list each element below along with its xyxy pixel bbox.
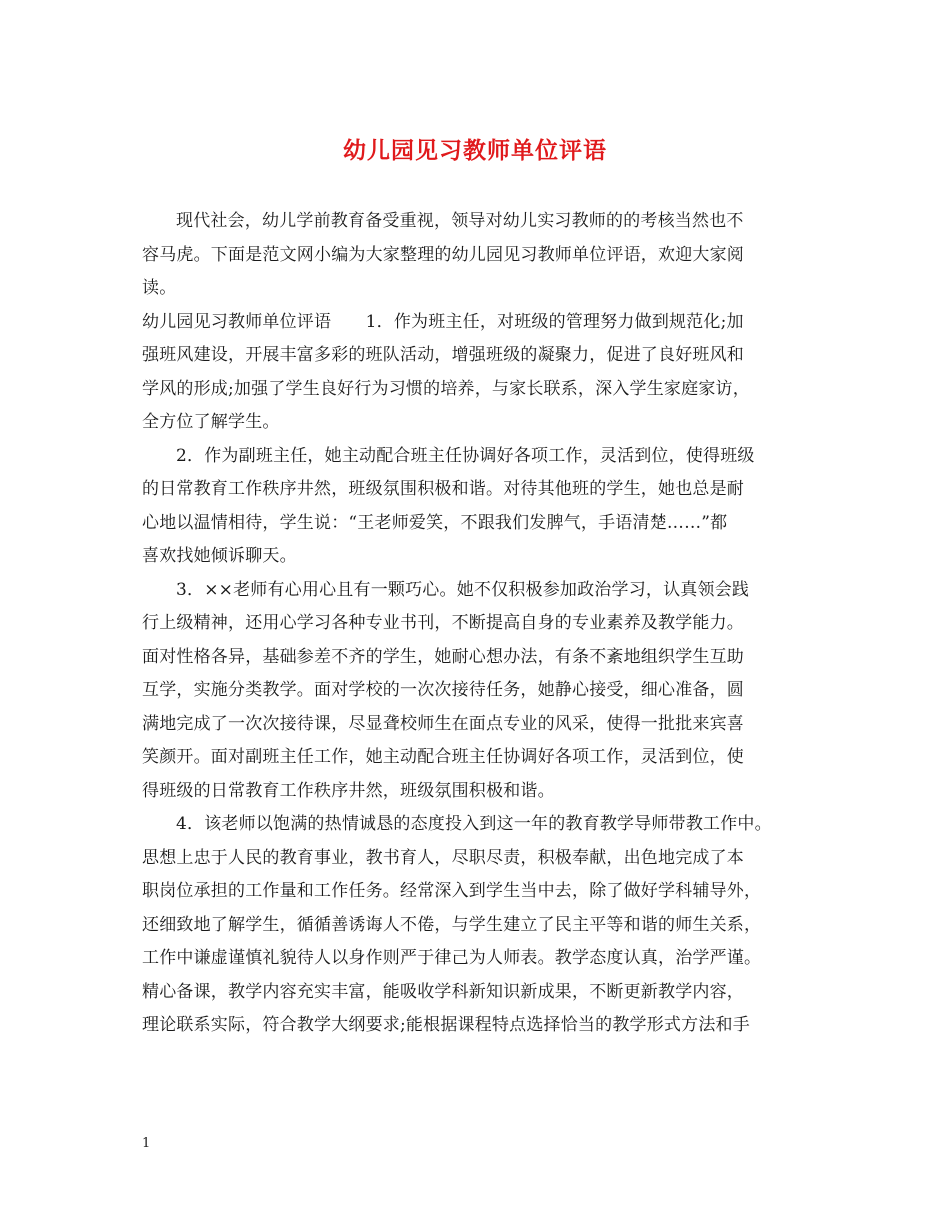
document-body (142, 205, 817, 1043)
text-line: 互学，实施分类教学。面对学校的一次次接待任务，她静心接受，细心准备，圆 (142, 680, 744, 700)
text-line: 满地完成了一次次接待课，尽显聋校师生在面点专业的风采，使得一批批来宾喜 (142, 713, 744, 734)
text-line: 还细致地了解学生，循循善诱诲人不倦，与学生建立了民主平等和谐的师生关系， (142, 914, 762, 935)
text-line: 3．××老师有心用心且有一颗巧心。她不仅积极参加政治学习，认真领会践 (176, 579, 750, 600)
text-line: 笑颜开。面对副班主任工作，她主动配合班主任协调好各项工作，灵活到位，使 (142, 747, 744, 767)
text-line: 学风的形成;加强了学生良好行为习惯的培养，与家长联系，深入学生家庭家访， (142, 378, 750, 399)
text-line: 工作中谦虚谨慎礼貌待人以身作则严于律己为人师表。教学态度认真，治学严谨。 (142, 948, 762, 968)
text-line: 容马虎。下面是范文网小编为大家整理的幼儿园见习教师单位评语，欢迎大家阅 (142, 244, 744, 265)
text-line: 职岗位承担的工作量和工作任务。经常深入到学生当中去，除了做好学科辅导外， (142, 881, 762, 901)
text-line: 理论联系实际，符合教学大纲要求;能根据课程特点选择恰当的教学形式方法和手 (142, 1015, 750, 1035)
text-line: 现代社会，幼儿学前教育备受重视，领导对幼儿实习教师的的考核当然也不 (176, 211, 744, 231)
text-line: 得班级的日常教育工作秩序井然，班级氛围积极和谐。 (142, 780, 555, 801)
text-line: 全方位了解学生。 (142, 412, 280, 432)
text-line: 行上级精神，还用心学习各种专业书刊，不断提高自身的专业素养及教学能力。 (142, 613, 744, 633)
text-line: 4．该老师以饱满的热情诚恳的态度投入到这一年的教育教学导师带教工作中。 (176, 814, 772, 834)
document-title: 幼儿园见习教师单位评语 (343, 137, 607, 164)
text-line: 面对性格各异，基础参差不齐的学生，她耐心想办法，有条不紊地组织学生互助 (142, 646, 744, 667)
text-line: 2．作为副班主任，她主动配合班主任协调好各项工作，灵活到位，使得班级 (176, 445, 755, 466)
text-line: 读。 (142, 278, 177, 298)
text-line: 的日常教育工作秩序井然，班级氛围积极和谐。对待其他班的学生，她也总是耐 (142, 479, 744, 499)
text-line: 喜欢找她倾诉聊天。 (142, 546, 297, 566)
text-line: 幼儿园见习教师单位评语 1．作为班主任，对班级的管理努力做到规范化;加 (142, 311, 744, 332)
page-number: 1 (142, 1136, 151, 1151)
text-line: 精心备课，教学内容充实丰富，能吸收学科新知识新成果，不断更新教学内容， (142, 981, 744, 1002)
text-line: 强班风建设，开展丰富多彩的班队活动，增强班级的凝聚力，促进了良好班风和 (142, 345, 744, 365)
text-line: 思想上忠于人民的教育事业，教书育人，尽职尽责，积极奉献，出色地完成了本 (142, 847, 744, 868)
text-line: 心地以温情相待，学生说：“王老师爱笑，不跟我们发脾气，手语清楚……”都 (142, 512, 728, 533)
